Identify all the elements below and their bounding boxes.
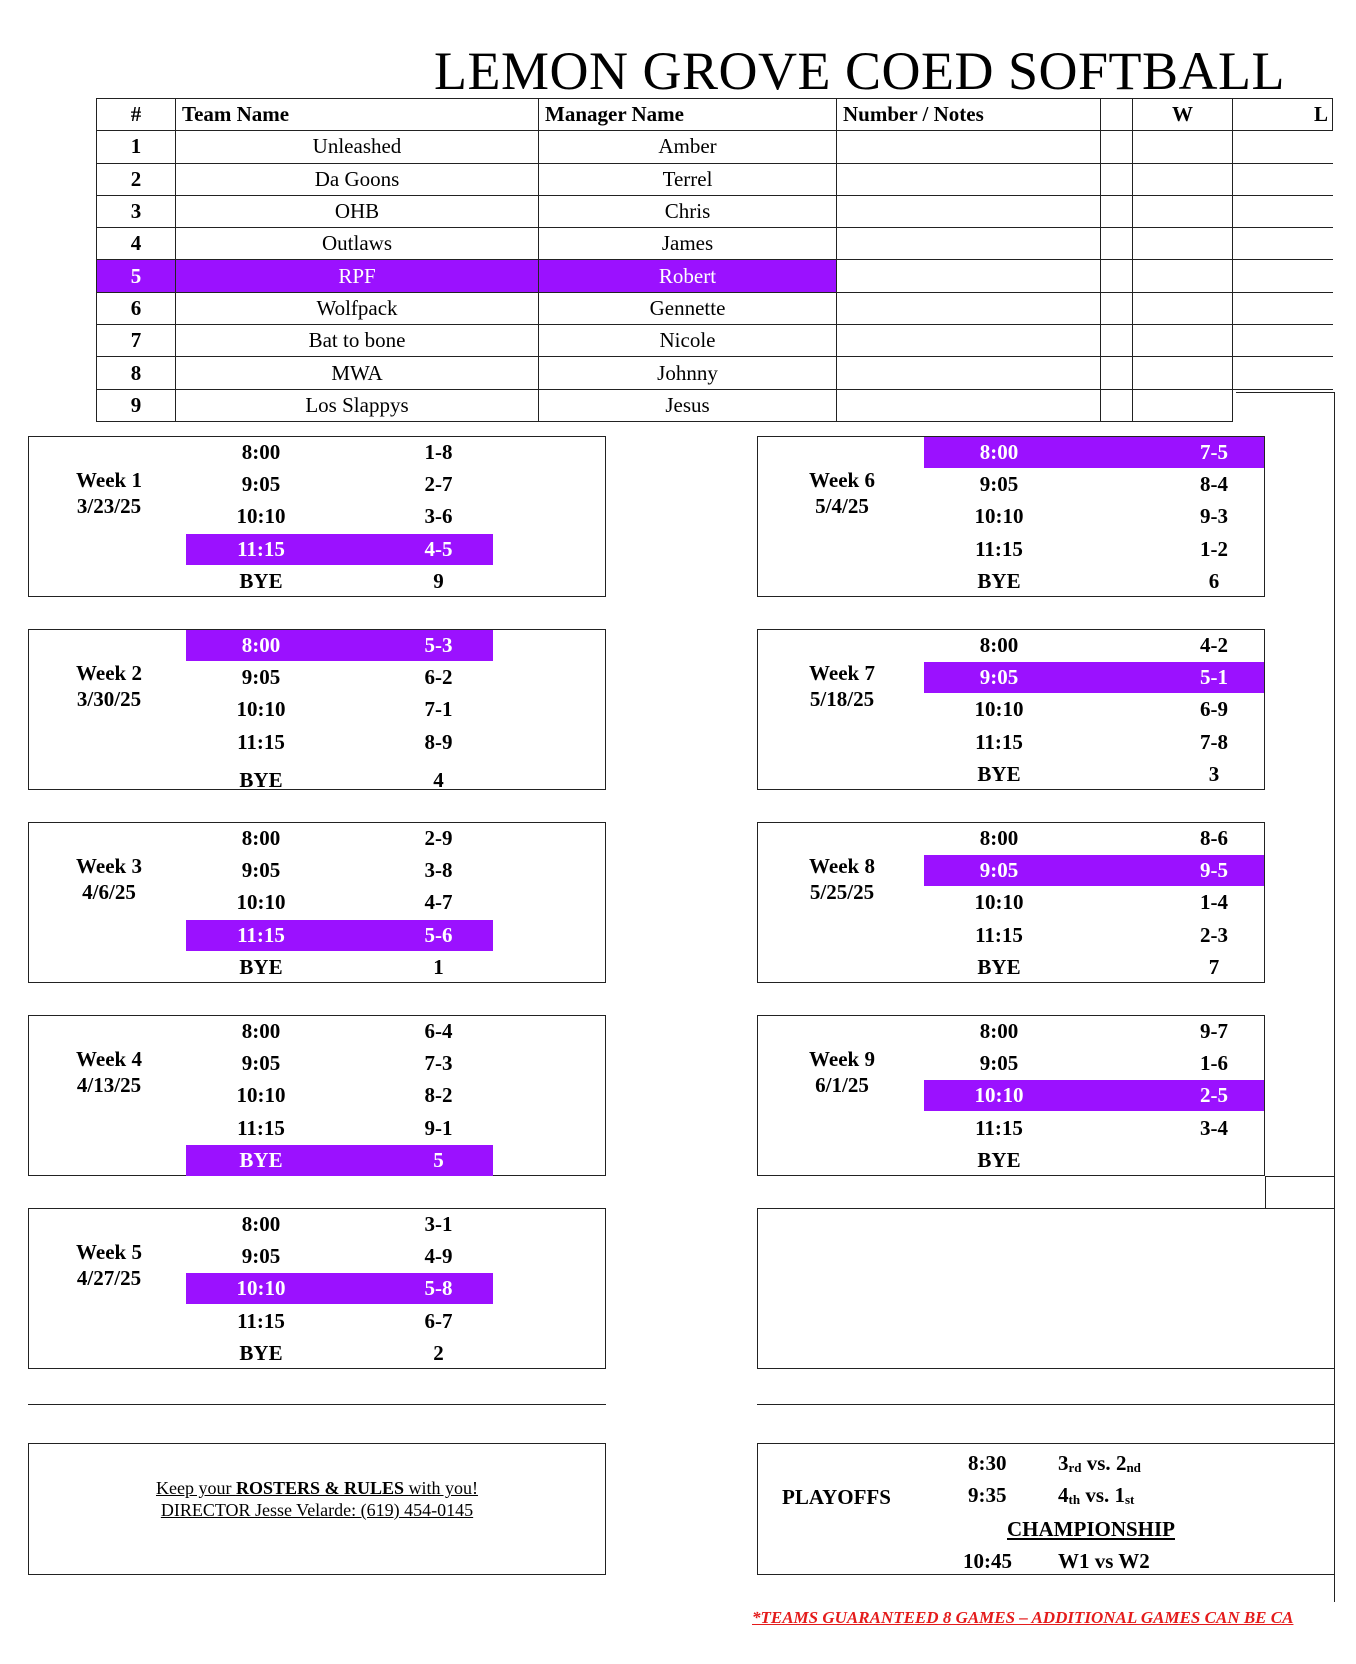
game-time: 8:00 bbox=[241, 1212, 281, 1236]
seed-b: 2 bbox=[1115, 1451, 1127, 1475]
game-row bbox=[186, 727, 493, 758]
vs-text: vs. bbox=[1081, 1451, 1116, 1475]
game-time: 11:15 bbox=[237, 730, 285, 754]
wins-cell bbox=[1133, 325, 1233, 357]
game-matchup: 6-7 bbox=[424, 1309, 453, 1333]
manager-name: Robert bbox=[539, 260, 837, 292]
notes-cell bbox=[837, 260, 1101, 292]
losses-cell bbox=[1233, 357, 1333, 389]
week-date: 6/1/25 bbox=[815, 1073, 869, 1097]
notes-cell bbox=[837, 357, 1101, 389]
game-row bbox=[924, 694, 1264, 725]
playoff-game2-match bbox=[1058, 1483, 1134, 1508]
seed-b-suffix: st bbox=[1125, 1492, 1135, 1507]
bye-label: BYE bbox=[239, 1341, 283, 1365]
game-row bbox=[186, 920, 493, 951]
game-time: 9:05 bbox=[241, 665, 281, 689]
blank-cell bbox=[1101, 325, 1133, 357]
bye-label: BYE bbox=[977, 955, 1021, 979]
week-label bbox=[758, 467, 926, 519]
game-matchup: 5-8 bbox=[424, 1276, 453, 1300]
game-matchup: 3-1 bbox=[424, 1212, 453, 1236]
game-matchup: 2-3 bbox=[1200, 923, 1228, 947]
bye-team: 1 bbox=[433, 955, 444, 979]
week-label bbox=[29, 660, 189, 712]
col-header-wins: W bbox=[1133, 99, 1233, 131]
bye-label: BYE bbox=[977, 1148, 1021, 1172]
game-row bbox=[924, 630, 1264, 661]
losses-cell bbox=[1233, 131, 1333, 163]
game-time: 9:05 bbox=[241, 1244, 281, 1268]
roster-row bbox=[97, 195, 1333, 227]
seed-b: 1 bbox=[1114, 1483, 1125, 1507]
game-matchup: 1-4 bbox=[1200, 890, 1228, 914]
bye-row bbox=[924, 1145, 1264, 1176]
game-matchup: 1-8 bbox=[424, 440, 453, 464]
game-matchup: 7-8 bbox=[1200, 730, 1228, 754]
losses-cell bbox=[1233, 195, 1333, 227]
col-header-manager: Manager Name bbox=[539, 99, 837, 131]
game-time: 8:00 bbox=[241, 1019, 281, 1043]
bye-label: BYE bbox=[977, 569, 1021, 593]
blank-cell bbox=[1101, 260, 1133, 292]
game-matchup: 1-6 bbox=[1200, 1051, 1228, 1075]
notes-cell bbox=[837, 292, 1101, 324]
game-matchup: 3-4 bbox=[1200, 1116, 1228, 1140]
game-row bbox=[924, 727, 1264, 758]
game-matchup: 3-6 bbox=[424, 504, 453, 528]
game-matchup: 4-9 bbox=[424, 1244, 453, 1268]
bye-row bbox=[186, 566, 493, 597]
team-number: 4 bbox=[97, 228, 176, 260]
game-matchup: 9-7 bbox=[1200, 1019, 1228, 1043]
manager-name: Terrel bbox=[539, 163, 837, 195]
team-number: 6 bbox=[97, 292, 176, 324]
manager-name: Gennette bbox=[539, 292, 837, 324]
week-name: Week 6 bbox=[809, 468, 875, 492]
game-time: 11:15 bbox=[237, 537, 285, 561]
page-title: LEMON GROVE COED SOFTBALL bbox=[434, 41, 1286, 101]
game-time: 10:10 bbox=[974, 1083, 1024, 1107]
week-label bbox=[758, 660, 926, 712]
game-time: 10:10 bbox=[974, 697, 1024, 721]
game-row bbox=[186, 694, 493, 725]
game-matchup: 4-7 bbox=[424, 890, 453, 914]
game-row bbox=[924, 469, 1264, 500]
week-9-extension-line bbox=[1265, 1176, 1266, 1208]
game-matchup: 8-4 bbox=[1200, 472, 1228, 496]
game-matchup: 7-3 bbox=[424, 1051, 453, 1075]
notes-cell bbox=[837, 131, 1101, 163]
game-row bbox=[924, 1113, 1264, 1144]
team-number: 8 bbox=[97, 357, 176, 389]
roster-row bbox=[97, 325, 1333, 357]
bye-row bbox=[924, 566, 1264, 597]
manager-name: Chris bbox=[539, 195, 837, 227]
blank-cell bbox=[1101, 131, 1133, 163]
seed-a-suffix: rd bbox=[1068, 1460, 1082, 1475]
team-number: 1 bbox=[97, 131, 176, 163]
game-row bbox=[924, 920, 1264, 951]
rules-reminder-tail: with you! bbox=[408, 1478, 479, 1498]
week-date: 4/27/25 bbox=[76, 1266, 142, 1290]
roster-row bbox=[97, 260, 1333, 292]
notes-cell bbox=[837, 195, 1101, 227]
manager-name: James bbox=[539, 228, 837, 260]
game-time: 8:00 bbox=[241, 826, 281, 850]
blank-cell bbox=[1101, 389, 1133, 421]
game-time: 9:05 bbox=[979, 472, 1019, 496]
game-time: 9:05 bbox=[979, 1051, 1019, 1075]
week-name: Week 7 bbox=[809, 661, 875, 685]
bye-row bbox=[186, 1338, 493, 1369]
blank-cell bbox=[1101, 195, 1133, 227]
game-row bbox=[924, 887, 1264, 918]
game-time: 9:05 bbox=[979, 665, 1019, 689]
game-time: 8:00 bbox=[241, 440, 281, 464]
week-date: 5/25/25 bbox=[809, 880, 875, 904]
week-6-box bbox=[757, 436, 1265, 597]
game-matchup: 5-3 bbox=[424, 633, 453, 657]
game-row bbox=[924, 823, 1264, 854]
game-matchup: 6-9 bbox=[1200, 697, 1228, 721]
rules-reminder-line bbox=[29, 1478, 605, 1499]
game-row bbox=[186, 1241, 493, 1272]
seed-a: 4 bbox=[1058, 1483, 1069, 1507]
seed-a: 3 bbox=[1058, 1451, 1069, 1475]
game-time: 11:15 bbox=[975, 537, 1023, 561]
playoff-game2-time: 9:35 bbox=[968, 1483, 1007, 1507]
seed-b-suffix: nd bbox=[1126, 1460, 1141, 1475]
col-header-team: Team Name bbox=[176, 99, 539, 131]
playoff-game1-match bbox=[1058, 1451, 1141, 1476]
rules-reminder-bold: ROSTERS & RULES bbox=[235, 1478, 409, 1498]
divider-left bbox=[28, 1404, 606, 1405]
team-name: Unleashed bbox=[176, 131, 539, 163]
week-label bbox=[29, 1046, 189, 1098]
team-name: Outlaws bbox=[176, 228, 539, 260]
game-time: 8:00 bbox=[979, 826, 1019, 850]
losses-cell bbox=[1233, 260, 1333, 292]
week-7-box bbox=[757, 629, 1265, 790]
bye-team: 9 bbox=[433, 569, 444, 593]
game-row bbox=[186, 501, 493, 532]
bye-row bbox=[186, 765, 493, 796]
game-time: 10:10 bbox=[974, 504, 1024, 528]
game-time: 9:05 bbox=[241, 858, 281, 882]
wins-cell bbox=[1133, 195, 1233, 227]
game-time: 11:15 bbox=[975, 1116, 1023, 1140]
roster-row bbox=[97, 163, 1333, 195]
bye-team: 3 bbox=[1208, 762, 1220, 786]
blank-cell bbox=[1101, 357, 1133, 389]
game-matchup: 9-1 bbox=[424, 1116, 453, 1140]
game-row bbox=[924, 1016, 1264, 1047]
game-time: 8:00 bbox=[979, 440, 1019, 464]
game-time: 11:15 bbox=[237, 1309, 285, 1333]
game-row bbox=[186, 469, 493, 500]
losses-cell bbox=[1233, 228, 1333, 260]
wins-cell bbox=[1133, 357, 1233, 389]
team-number: 9 bbox=[97, 389, 176, 421]
game-row bbox=[924, 437, 1264, 468]
notes-cell bbox=[837, 325, 1101, 357]
wins-cell bbox=[1133, 163, 1233, 195]
game-row bbox=[924, 662, 1264, 693]
game-row bbox=[186, 1016, 493, 1047]
bye-row bbox=[186, 952, 493, 983]
week-2-box bbox=[28, 629, 606, 790]
game-row bbox=[186, 534, 493, 565]
week-date: 4/6/25 bbox=[82, 880, 136, 904]
rules-reminder-text: Keep your bbox=[155, 1478, 236, 1498]
divider-right bbox=[757, 1404, 1335, 1405]
team-name: OHB bbox=[176, 195, 539, 227]
bye-label: BYE bbox=[239, 955, 283, 979]
bye-team: 7 bbox=[1208, 955, 1220, 979]
game-row bbox=[186, 1209, 493, 1240]
right-border-line bbox=[1334, 392, 1335, 1602]
game-row bbox=[924, 501, 1264, 532]
roster-row bbox=[97, 357, 1333, 389]
team-name: Bat to bone bbox=[176, 325, 539, 357]
week-name: Week 5 bbox=[76, 1240, 142, 1264]
game-time: 9:05 bbox=[241, 1051, 281, 1075]
blank-cell bbox=[1101, 292, 1133, 324]
week-date: 4/13/25 bbox=[76, 1073, 142, 1097]
game-time: 11:15 bbox=[237, 1116, 285, 1140]
losses-cell bbox=[1233, 325, 1333, 357]
game-matchup: 7-1 bbox=[424, 697, 453, 721]
col-header-losses: L bbox=[1233, 99, 1333, 131]
bye-team: 2 bbox=[433, 1341, 444, 1365]
week-date: 5/18/25 bbox=[809, 687, 875, 711]
game-time: 10:10 bbox=[974, 890, 1024, 914]
week-date: 3/23/25 bbox=[76, 494, 142, 518]
game-time: 8:00 bbox=[979, 633, 1019, 657]
team-name: Wolfpack bbox=[176, 292, 539, 324]
playoff-game1-time: 8:30 bbox=[968, 1451, 1007, 1475]
bye-team: 4 bbox=[433, 768, 444, 792]
game-row bbox=[924, 1048, 1264, 1079]
game-matchup: 6-4 bbox=[424, 1019, 453, 1043]
manager-name: Jesus bbox=[539, 389, 837, 421]
game-row bbox=[186, 1113, 493, 1144]
week-label bbox=[29, 1239, 189, 1291]
col-header-notes: Number / Notes bbox=[837, 99, 1101, 131]
game-row bbox=[186, 855, 493, 886]
roster-row bbox=[97, 131, 1333, 163]
empty-box bbox=[757, 1208, 1335, 1369]
team-number: 3 bbox=[97, 195, 176, 227]
game-row bbox=[924, 855, 1264, 886]
game-time: 10:10 bbox=[236, 1276, 286, 1300]
vs-text: vs. bbox=[1080, 1483, 1115, 1507]
bye-label: BYE bbox=[239, 569, 283, 593]
game-time: 11:15 bbox=[975, 730, 1023, 754]
bye-row bbox=[924, 759, 1264, 790]
week-name: Week 2 bbox=[76, 661, 142, 685]
game-row bbox=[186, 437, 493, 468]
bye-label: BYE bbox=[977, 762, 1021, 786]
team-number: 7 bbox=[97, 325, 176, 357]
game-matchup: 1-2 bbox=[1200, 537, 1228, 561]
team-number: 5 bbox=[97, 260, 176, 292]
col-header-number: # bbox=[97, 99, 176, 131]
team-name: MWA bbox=[176, 357, 539, 389]
roster-table bbox=[96, 98, 1333, 422]
game-time: 9:05 bbox=[241, 472, 281, 496]
game-matchup: 4-2 bbox=[1200, 633, 1228, 657]
playoffs-box bbox=[757, 1443, 1335, 1575]
game-row bbox=[186, 1080, 493, 1111]
week-label bbox=[758, 1046, 926, 1098]
game-matchup: 8-2 bbox=[424, 1083, 453, 1107]
team-name: Da Goons bbox=[176, 163, 539, 195]
game-row bbox=[186, 1273, 493, 1304]
week-name: Week 8 bbox=[809, 854, 875, 878]
roster-header-row bbox=[97, 99, 1333, 131]
losses-cell bbox=[1233, 292, 1333, 324]
rules-reminder-box bbox=[28, 1443, 606, 1575]
game-row bbox=[186, 823, 493, 854]
game-matchup: 8-6 bbox=[1200, 826, 1228, 850]
game-row bbox=[186, 662, 493, 693]
week-date: 3/30/25 bbox=[76, 687, 142, 711]
game-time: 9:05 bbox=[979, 858, 1019, 882]
week-9-box bbox=[757, 1015, 1265, 1176]
blank-cell bbox=[1101, 228, 1133, 260]
roster-row bbox=[97, 228, 1333, 260]
notes-cell bbox=[837, 163, 1101, 195]
wins-cell bbox=[1133, 389, 1233, 421]
game-matchup: 9-5 bbox=[1200, 858, 1228, 882]
game-time: 8:00 bbox=[241, 633, 281, 657]
notes-cell bbox=[837, 228, 1101, 260]
week-1-box bbox=[28, 436, 606, 597]
week-name: Week 9 bbox=[809, 1047, 875, 1071]
table-corner-line bbox=[1236, 392, 1335, 393]
game-matchup: 5-1 bbox=[1200, 665, 1228, 689]
championship-match: W1 vs W2 bbox=[1058, 1549, 1150, 1573]
week-9-extension-top bbox=[1265, 1176, 1335, 1177]
game-matchup: 2-5 bbox=[1200, 1083, 1228, 1107]
notes-cell bbox=[837, 389, 1101, 421]
roster-row bbox=[97, 389, 1333, 421]
week-3-box bbox=[28, 822, 606, 983]
game-time: 8:00 bbox=[979, 1019, 1019, 1043]
game-time: 10:10 bbox=[236, 890, 286, 914]
game-matchup: 3-8 bbox=[424, 858, 453, 882]
game-matchup: 6-2 bbox=[424, 665, 453, 689]
col-header-blank bbox=[1101, 99, 1133, 131]
week-date: 5/4/25 bbox=[815, 494, 869, 518]
game-matchup: 2-9 bbox=[424, 826, 453, 850]
games-guarantee-note: *TEAMS GUARANTEED 8 GAMES – ADDITIONAL GAMES CAN BE CA bbox=[752, 1608, 1294, 1627]
bye-row bbox=[186, 1145, 493, 1176]
game-row bbox=[924, 1080, 1264, 1111]
game-matchup: 4-5 bbox=[424, 537, 453, 561]
game-matchup: 5-6 bbox=[424, 923, 453, 947]
game-time: 11:15 bbox=[975, 923, 1023, 947]
game-time: 10:10 bbox=[236, 504, 286, 528]
manager-name: Nicole bbox=[539, 325, 837, 357]
bye-row bbox=[924, 952, 1264, 983]
wins-cell bbox=[1133, 292, 1233, 324]
week-4-box bbox=[28, 1015, 606, 1176]
game-row bbox=[186, 630, 493, 661]
week-name: Week 3 bbox=[76, 854, 142, 878]
week-name: Week 4 bbox=[76, 1047, 142, 1071]
week-name: Week 1 bbox=[76, 468, 142, 492]
game-time: 10:10 bbox=[236, 1083, 286, 1107]
losses-cell bbox=[1233, 163, 1333, 195]
game-matchup: 7-5 bbox=[1200, 440, 1228, 464]
playoffs-label: PLAYOFFS bbox=[782, 1485, 891, 1509]
game-matchup: 8-9 bbox=[424, 730, 453, 754]
week-label bbox=[758, 853, 926, 905]
wins-cell bbox=[1133, 228, 1233, 260]
manager-name: Johnny bbox=[539, 357, 837, 389]
game-row bbox=[924, 534, 1264, 565]
game-row bbox=[186, 1048, 493, 1079]
blank-cell bbox=[1101, 163, 1133, 195]
week-5-box bbox=[28, 1208, 606, 1369]
game-time: 10:10 bbox=[236, 697, 286, 721]
team-number: 2 bbox=[97, 163, 176, 195]
bye-team: 5 bbox=[433, 1148, 444, 1172]
wins-cell bbox=[1133, 131, 1233, 163]
bye-label: BYE bbox=[239, 768, 283, 792]
week-label bbox=[29, 853, 189, 905]
championship-label: CHAMPIONSHIP bbox=[1007, 1517, 1175, 1541]
seed-a-suffix: th bbox=[1068, 1492, 1081, 1507]
week-8-box bbox=[757, 822, 1265, 983]
bye-team: 6 bbox=[1208, 569, 1220, 593]
director-contact: DIRECTOR Jesse Velarde: (619) 454-0145 bbox=[160, 1500, 474, 1520]
game-matchup: 9-3 bbox=[1200, 504, 1228, 528]
roster-row bbox=[97, 292, 1333, 324]
championship-time: 10:45 bbox=[963, 1549, 1012, 1573]
team-name: RPF bbox=[176, 260, 539, 292]
week-label bbox=[29, 467, 189, 519]
game-row bbox=[186, 887, 493, 918]
manager-name: Amber bbox=[539, 131, 837, 163]
game-row bbox=[186, 1306, 493, 1337]
wins-cell bbox=[1133, 260, 1233, 292]
team-name: Los Slappys bbox=[176, 389, 539, 421]
bye-label: BYE bbox=[239, 1148, 283, 1172]
game-time: 11:15 bbox=[237, 923, 285, 947]
game-matchup: 2-7 bbox=[424, 472, 453, 496]
